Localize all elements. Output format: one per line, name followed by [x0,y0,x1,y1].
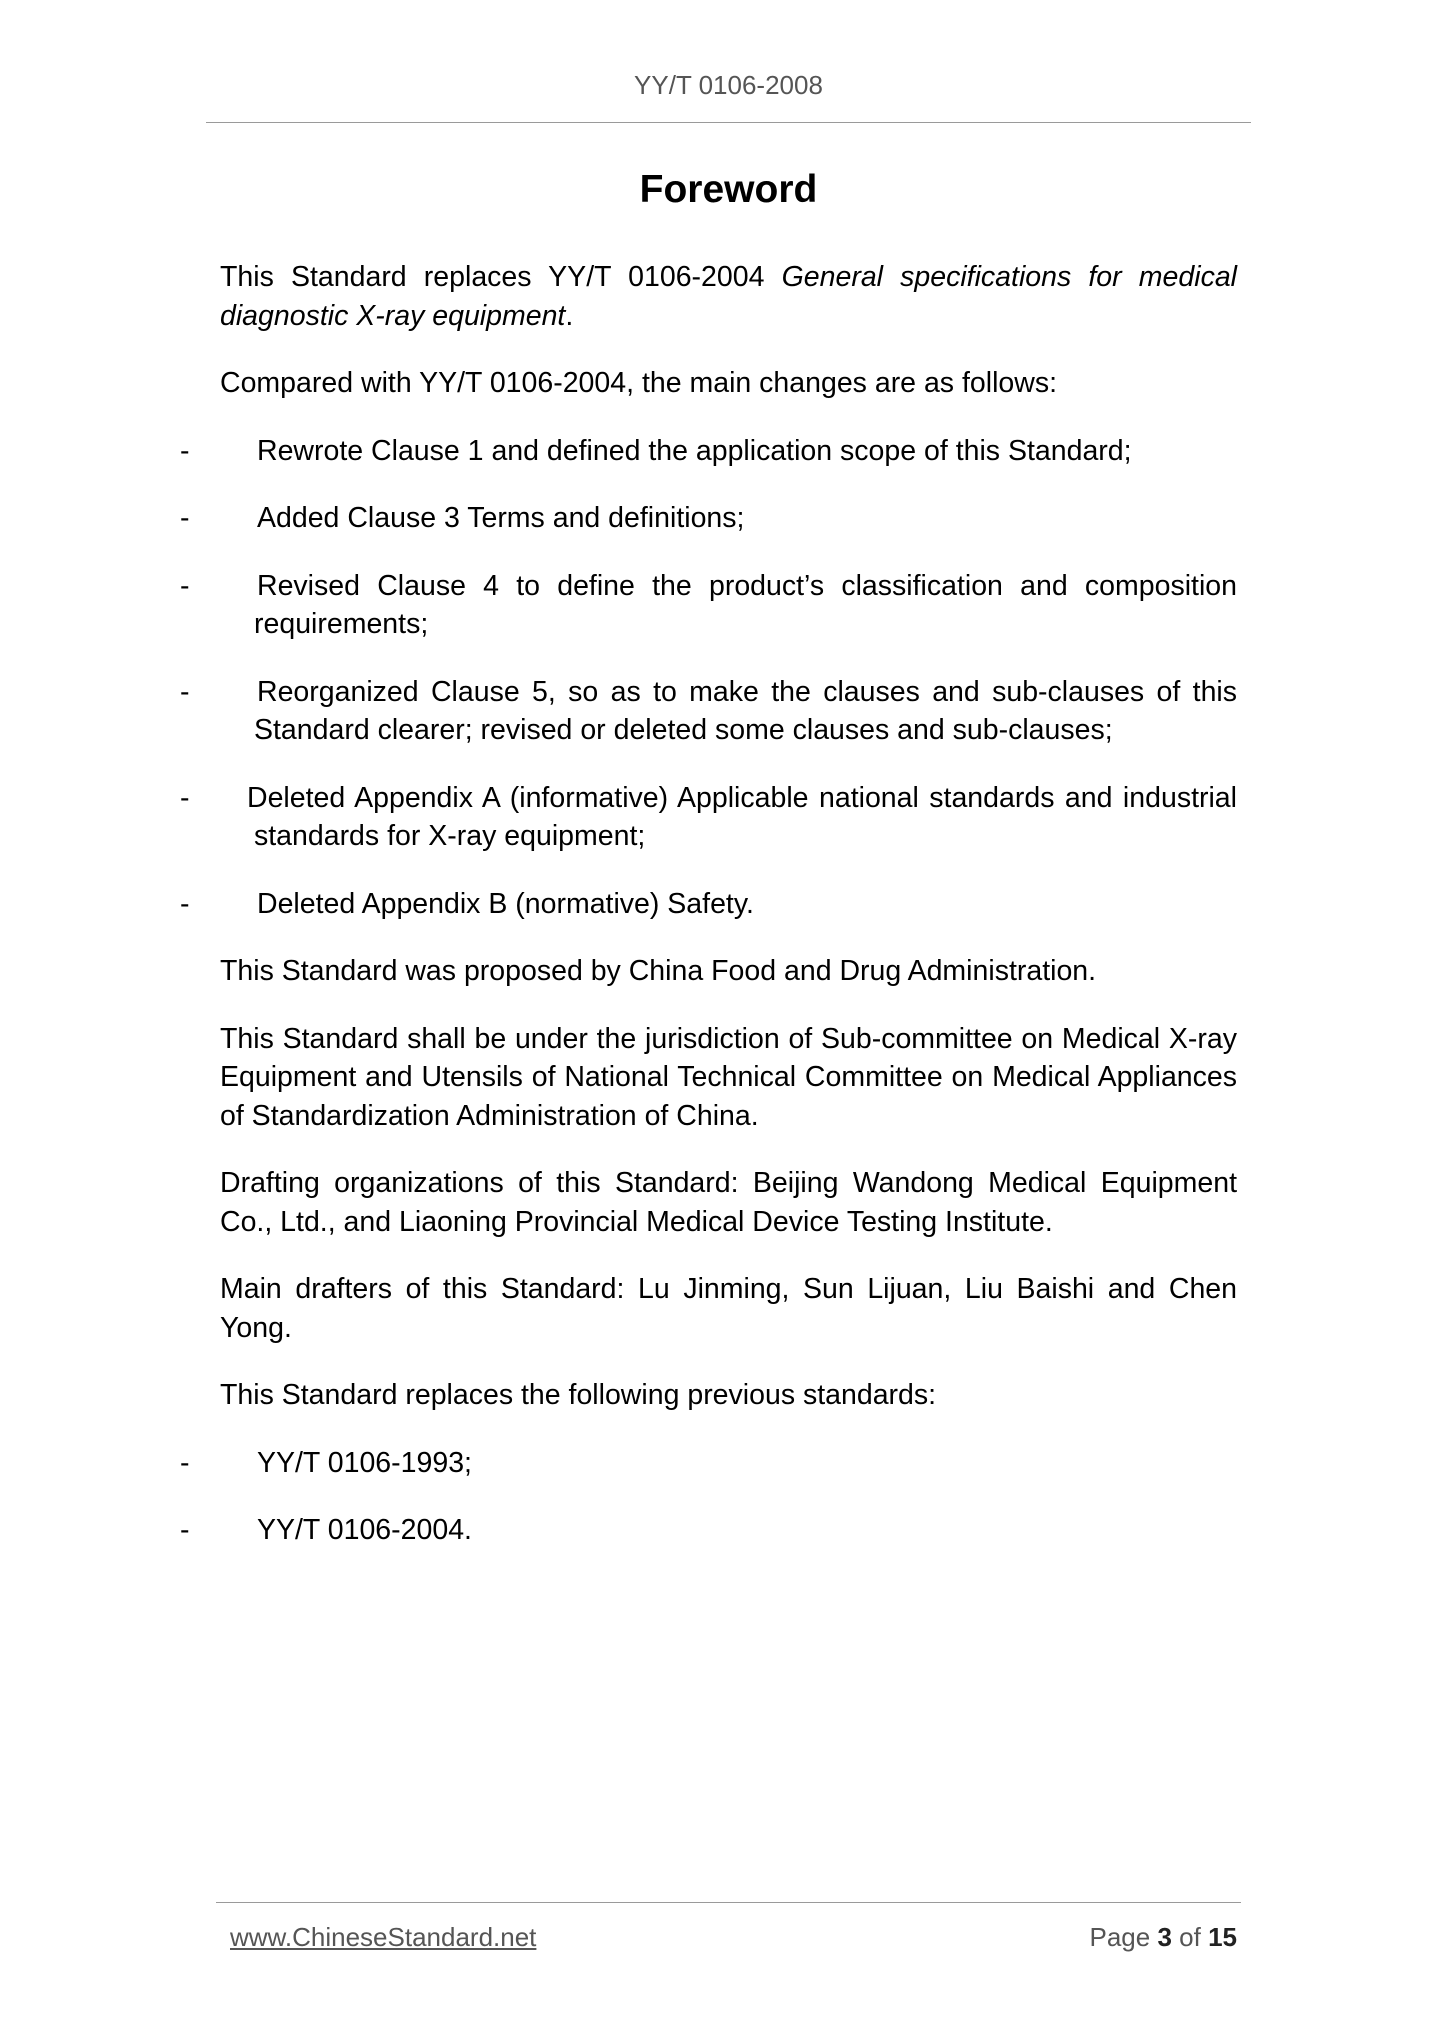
jurisdiction-paragraph: This Standard shall be under the jurisdiction of Sub-committee on Medical X-ray Equipment and Utensils of National Technical Committee on Medical Appliances of Standardization Administration of China. [220,1022,1237,1132]
running-header: YY/T 0106-2008 [634,70,823,100]
change-item: - Added Clause 3 Terms and definitions; [180,502,745,534]
footer-divider [216,1902,1241,1903]
intro-paragraph: This Standard replaces YY/T 0106-2004 General specifications for medical diagnostic X-ray equipment. [220,261,1238,332]
change-item: - Deleted Appendix B (normative) Safety. [180,887,754,920]
header-divider [206,122,1251,123]
website-link[interactable]: www.ChineseStandard.net [230,1922,537,1952]
change-item: - Reorganized Clause 5, so as to make the clauses and sub-clauses of this Standard clearer; revised or deleted some clauses and sub-clauses; [180,675,1237,746]
replaces-intro: This Standard replaces the following previous standards: [220,1379,937,1411]
changes-intro: Compared with YY/T 0106-2004, the main changes are as follows: [220,367,1058,399]
proposed-paragraph: This Standard was proposed by China Food and Drug Administration. [220,955,1097,987]
page-title: Foreword [639,168,818,211]
referenced-standard-title: General specifications for medical diagnostic X-ray equipment [220,261,1238,332]
previous-standard-item: - YY/T 0106-1993; [180,1446,472,1479]
drafters-paragraph: Main drafters of this Standard: Lu Jinming, Sun Lijuan, Liu Baishi and Chen Yong. [220,1273,1237,1344]
change-item: - Revised Clause 4 to define the product’s classification and composition requirements; [180,569,1237,640]
previous-standard-item: - YY/T 0106-2004. [180,1514,472,1546]
drafting-orgs-paragraph: Drafting organizations of this Standard: Beijing Wandong Medical Equipment Co., Ltd., and Liaoning Provincial Medical Device Testing Institute. [220,1167,1237,1238]
change-item: - Deleted Appendix A (informative) Applicable national standards and industrial standards for X-ray equipment; [180,781,1237,852]
change-item: - Rewrote Clause 1 and defined the application scope of this Standard; [180,434,1132,467]
document-body [180,258,1238,1579]
page-number: Page 3 of 15 [1089,1922,1237,1952]
